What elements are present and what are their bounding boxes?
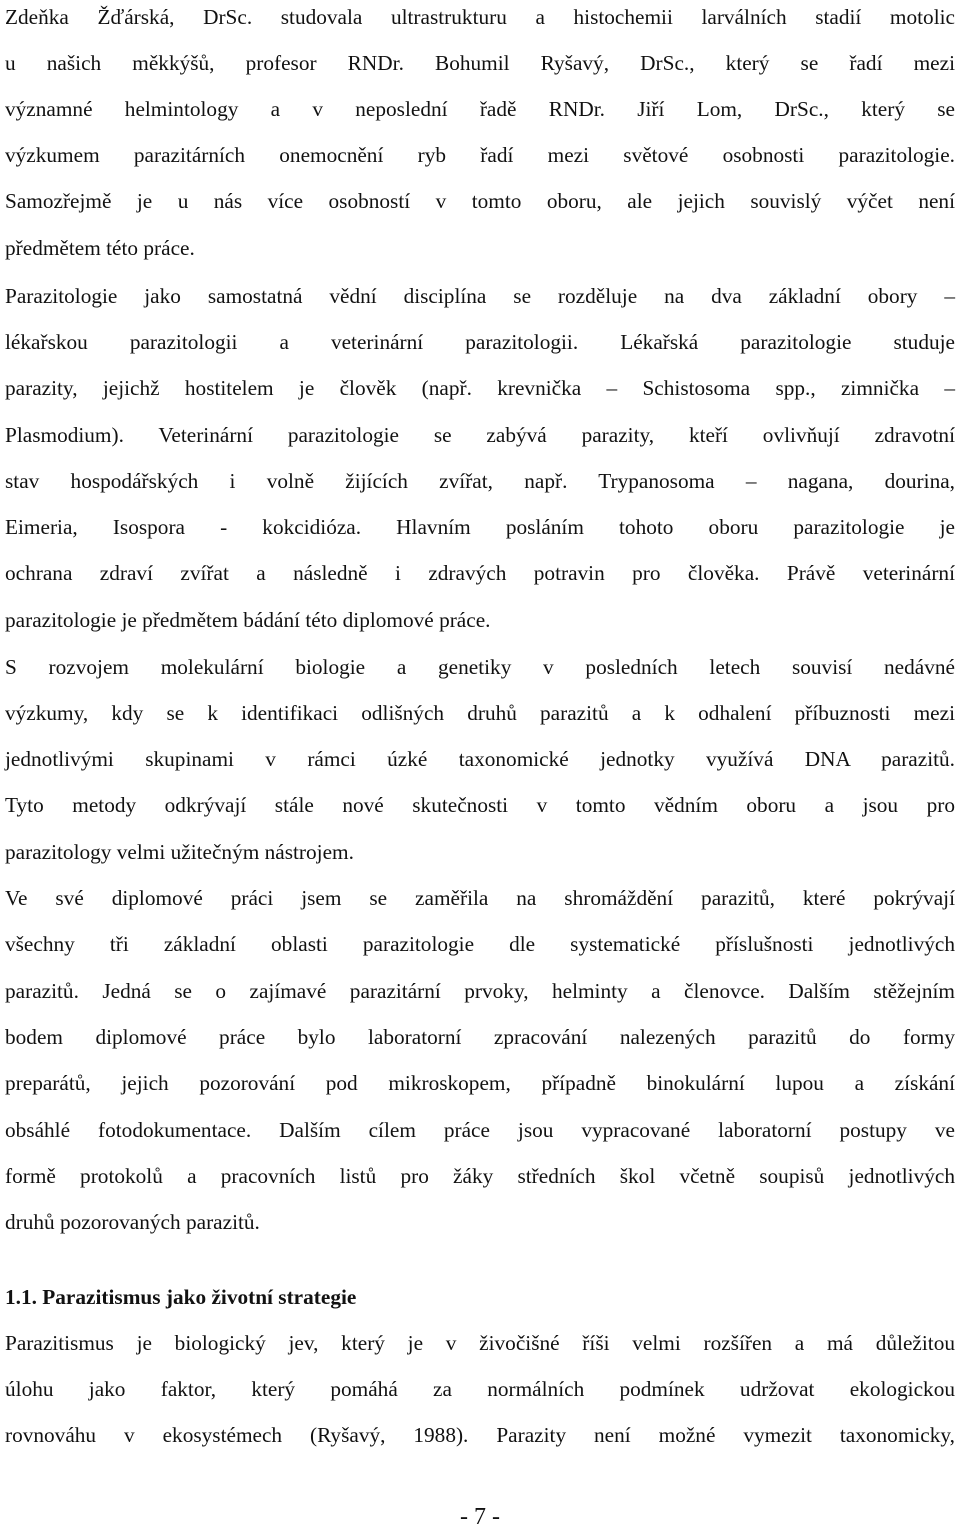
text-line: výzkumy, kdy se k identifikaci odlišných druhů parazitů a k odhalení příbuznosti mezi xyxy=(5,701,955,725)
text-line: ochrana zdraví zvířat a následně i zdravých potravin pro člověka. Právě veterinární xyxy=(5,561,955,585)
text-line: Parazitismus je biologický jev, který je v živočišné říši velmi rozšířen a má důležitou xyxy=(5,1331,955,1355)
section-heading: 1.1. Parazitismus jako životní strategie xyxy=(5,1285,357,1309)
text-line: bodem diplomové práce bylo laboratorní zpracování nalezených parazitů do formy xyxy=(5,1025,955,1049)
text-line: preparátů, jejich pozorování pod mikroskopem, případně binokulární lupou a získání xyxy=(5,1071,955,1095)
text-line: Ve své diplomové práci jsem se zaměřila na shromáždění parazitů, které pokrývají xyxy=(5,886,955,910)
text-line: u našich měkkýšů, profesor RNDr. Bohumil Ryšavý, DrSc., který se řadí mezi xyxy=(5,51,955,75)
text-line: parazitů. Jedná se o zajímavé parazitární prvoky, helminty a členovce. Dalším stěžejním xyxy=(5,979,955,1003)
text-line: všechny tři základní oblasti parazitologie dle systematické příslušnosti jednotlivých xyxy=(5,932,955,956)
text-line: druhů pozorovaných parazitů. xyxy=(5,1210,260,1234)
text-line: lékařskou parazitologii a veterinární parazitologii. Lékařská parazitologie studuje xyxy=(5,330,955,354)
text-line: obsáhlé fotodokumentace. Dalším cílem práce jsou vypracované laboratorní postupy ve xyxy=(5,1118,955,1142)
text-line: Tyto metody odkrývají stále nové skutečnosti v tomto vědním oboru a jsou pro xyxy=(5,793,955,817)
text-line: Zdeňka Žďárská, DrSc. studovala ultrastrukturu a histochemii larválních stadií motolic xyxy=(5,5,955,29)
text-line: Plasmodium). Veterinární parazitologie se zabývá parazity, kteří ovlivňují zdravotní xyxy=(5,423,955,447)
text-line: úlohu jako faktor, který pomáhá za normálních podmínek udržovat ekologickou xyxy=(5,1377,955,1401)
text-line: Samozřejmě je u nás více osobností v tomto oboru, ale jejich souvislý výčet není xyxy=(5,189,955,213)
text-line: stav hospodářských i volně žijících zvířat, např. Trypanosoma – nagana, dourina, xyxy=(5,469,955,493)
text-line: S rozvojem molekulární biologie a genetiky v posledních letech souvisí nedávné xyxy=(5,655,955,679)
text-line: předmětem této práce. xyxy=(5,236,195,260)
text-line: parazity, jejichž hostitelem je člověk (např. krevnička – Schistosoma spp., zimnička – xyxy=(5,376,955,400)
text-line: rovnováhu v ekosystémech (Ryšavý, 1988). Parazity není možné vymezit taxonomicky, xyxy=(5,1423,955,1447)
text-line: Parazitologie jako samostatná vědní disciplína se rozděluje na dva základní obory – xyxy=(5,284,955,308)
page-number: - 7 - xyxy=(460,1504,500,1530)
text-line: výzkumem parazitárních onemocnění ryb řadí mezi světové osobnosti parazitologie. xyxy=(5,143,955,167)
text-line: formě protokolů a pracovních listů pro žáky středních škol včetně soupisů jednotlivých xyxy=(5,1164,955,1188)
text-line: jednotlivými skupinami v rámci úzké taxonomické jednotky využívá DNA parazitů. xyxy=(5,747,955,771)
text-line: Eimeria, Isospora - kokcidióza. Hlavním posláním tohoto oboru parazitologie je xyxy=(5,515,955,539)
text-line: parazitologie je předmětem bádání této diplomové práce. xyxy=(5,608,491,632)
text-line: parazitology velmi užitečným nástrojem. xyxy=(5,840,354,864)
text-line: významné helmintology a v neposlední řadě RNDr. Jiří Lom, DrSc., který se xyxy=(5,97,955,121)
